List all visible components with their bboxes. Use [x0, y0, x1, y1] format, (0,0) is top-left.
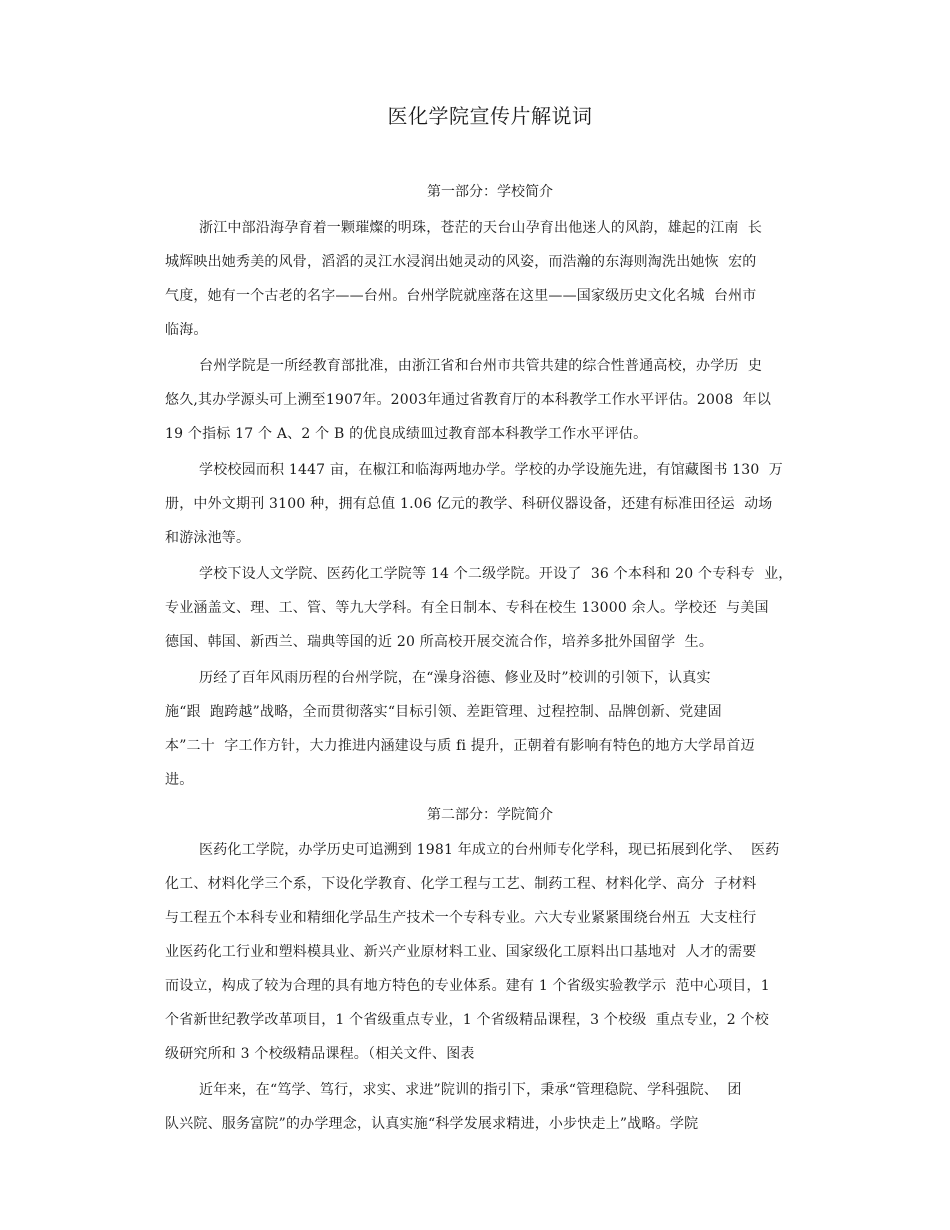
text-line: 施“跟 跑跨越”战略，全而贯彻落实“目标引领、差距管理、过程控制、品牌创新、党建固 — [165, 704, 722, 720]
text-line: 与工程五个本科专业和精细化学品生产技术一个专科专业。六大专业紧紧围绕台州五 大支柱行 — [165, 910, 757, 926]
text-line: 和游泳池等。 — [165, 530, 251, 546]
text-line: 而设立，构成了较为合理的具有地方特色的专业体系。建有 1 个省级实验教学示 范中心项目，1 — [165, 978, 770, 994]
text-line: 级研究所和 3 个校级精品课程。（相关文件、图表 — [165, 1046, 475, 1062]
text-line: 台州学院是一所经教育部批准，由浙江省和台州市共管共建的综合性普通高校，办学历 史 — [199, 358, 763, 374]
section-heading-college: 第二部分：学院简介 — [427, 807, 553, 823]
text-line: 城辉映出她秀美的风骨，滔滔的灵江水浸润出她灵动的风姿，而浩瀚的东海则淘洗出她恢 宏的 — [165, 254, 757, 270]
text-line: 学校校园而积 1447 亩，在椒江和临海两地办学。学校的办学设施先进，有馆藏图书 130 万 — [199, 462, 783, 478]
text-line: 化工、材料化学三个系，下设化学教育、化学工程与工艺、制药工程、材料化学、高分 子材料 — [165, 876, 757, 892]
text-line: 临海。 — [165, 322, 208, 338]
section-heading-school: 第一部分：学校简介 — [427, 184, 553, 200]
text-line: 悠久,其办学源头可上溯至1907年。2003年通过省教育厅的本科教学工作水平评估。2008 年以 — [165, 392, 772, 408]
text-line: 医药化工学院，办学历史可追溯到 1981 年成立的台州师专化学科，现已拓展到化学、 医药 — [199, 842, 780, 858]
text-line: 历经了百年风雨历程的台州学院，在“澡身浴德、修业及时”校训的引领下，认真实 — [199, 670, 711, 686]
text-line: 册，中外文期刊 3100 种，拥有总值 1.06 亿元的教学、科研仪器设备，还建有标准田径运 动场 — [165, 496, 773, 512]
text-line: 个省新世纪教学改革项目，1 个省级重点专业，1 个省级精品课程，3 个校级 重点专业，2 个校 — [165, 1012, 769, 1028]
document-title: 医化学院宣传片解说词 — [387, 104, 593, 128]
text-line: 气度，她有一个古老的名字——台州。台州学院就座落在这里——国家级历史文化名城 台州市 — [165, 288, 757, 304]
text-line: 专业涵盖文、理、工、管、等九大学科。有全日制本、专科在校生 13000 余人。学校还 与美国 — [165, 600, 769, 616]
text-line: 19 个指标 17 个 A、2 个 B 的优良成绩皿过教育部本科教学工作水平评估。 — [165, 426, 648, 442]
text-line: 德国、韩国、新西兰、瑞典等国的近 20 所高校开展交流合作，培养多批外国留学 生。 — [165, 634, 714, 650]
text-line: 进。 — [165, 772, 194, 788]
text-line: 浙江中部沿海孕育着一颗璀燦的明珠，苍茫的天台山孕育出他迷人的风韵，雄起的江南 长 — [199, 220, 763, 236]
text-line: 近年来，在“笃学、笃行，求实、求进”院训的指引下，秉承“管理稳院、学科强院、 团 — [199, 1082, 742, 1098]
text-line: 学校下设人文学院、医药化工学院等 14 个二级学院。开设了 36 个本科和 20 个专科专 业， — [199, 566, 793, 582]
text-line: 队兴院、服务富院”的办学理念，认真实施“科学发展求精进，小步快走上”战略。学院 — [165, 1116, 699, 1132]
text-line: 业医药化工行业和塑料模具业、新兴产业原材料工业、国家级化工原料出口基地对 人才的需要 — [165, 944, 757, 960]
text-line: 本”二十 字工作方针，大力推进内涵建设与质 fi 提升，正朝着有影响有特色的地方大学昂首迈 — [165, 738, 755, 754]
